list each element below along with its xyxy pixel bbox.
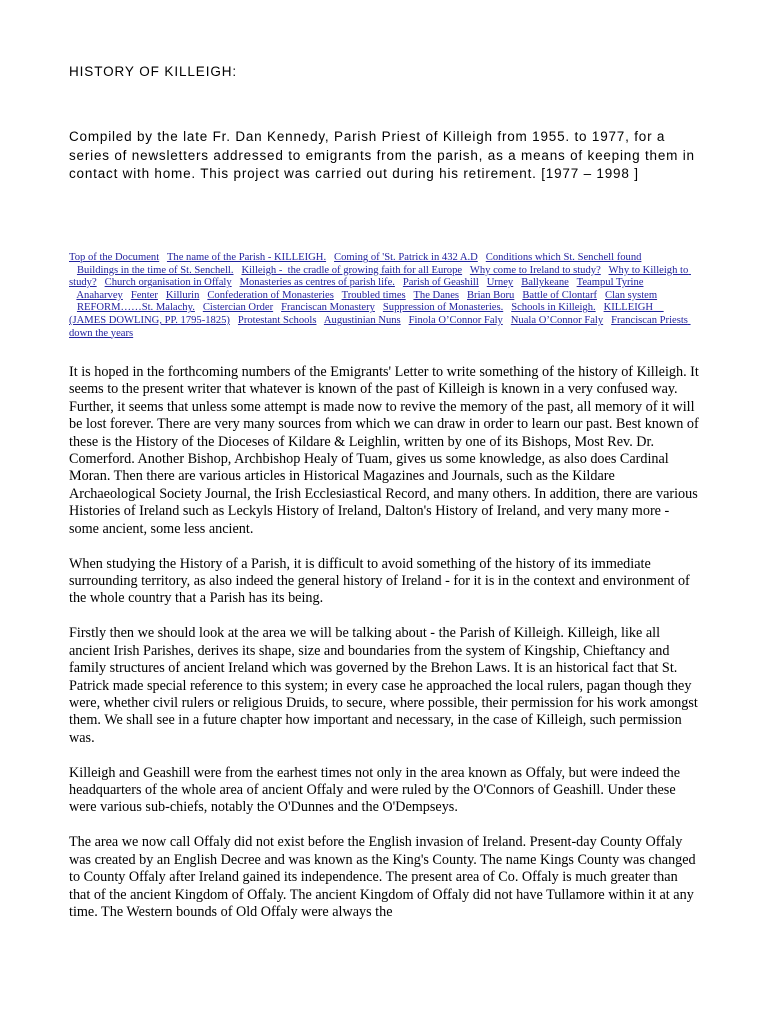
toc-separator — [597, 290, 605, 301]
toc-link[interactable]: Confederation of Monasteries — [207, 289, 334, 301]
toc-link[interactable]: Finola O’Connor Faly — [408, 314, 503, 326]
toc-link[interactable]: Why come to Ireland to study? — [469, 264, 601, 276]
toc-separator — [69, 302, 77, 313]
toc-separator — [69, 265, 77, 276]
toc-link[interactable]: The Danes — [413, 289, 460, 301]
intro-paragraph: Compiled by the late Fr. Dan Kennedy, Parish Priest of Killeigh from 1955. to 1977, for a series of newsletters addressed to emigrants from the parish, as a means of keeping them in contact with home. This project was carried out during his retirement. [1977 – 1998 ] — [69, 129, 695, 181]
toc-link[interactable]: Killeigh - the cradle of growing faith for all Europe — [241, 264, 463, 276]
toc-link[interactable]: Ballykeane — [521, 277, 569, 289]
toc-separator — [459, 290, 467, 301]
toc-link[interactable]: Suppression of Monasteries. — [382, 302, 504, 314]
toc-separator — [569, 277, 577, 288]
toc-separator — [159, 252, 167, 263]
body-paragraph: Killeigh and Geashill were from the earhest times not only in the area known as Offaly, but were indeed the headquarters of the whole area of ancient Offaly and were ruled by the O'Connors of Geashill. Under these were various sub-chiefs, notably the O'Dunnes and the O'Dempseys. — [69, 764, 681, 816]
toc-link[interactable]: Protestant Schools — [237, 314, 317, 326]
toc-link[interactable]: Troubled times — [341, 289, 406, 301]
toc-link[interactable]: Clan system — [605, 289, 658, 301]
toc-link[interactable]: Coming of 'St. Patrick in 432 A.D — [334, 252, 478, 263]
body-text — [69, 364, 699, 939]
toc-separator — [503, 315, 511, 326]
toc-link[interactable]: KILLEIGH (JAMES DOWLING, PP. 1795-1825) — [69, 302, 664, 326]
toc-separator — [596, 302, 604, 313]
toc-link[interactable]: Monasteries as centres of parish life. — [239, 277, 395, 289]
toc-link[interactable]: Why to Killeigh to study? — [69, 264, 691, 289]
toc-separator — [195, 302, 203, 313]
body-paragraph: Firstly then we should look at the area we will be talking about - the Parish of Killeigh. Killeigh, like all ancient Irish Parishes, derives its shape, size and boundaries from the system of Kingship, Chieftancy and family structures of ancient Ireland which was governed by the Brehon Laws. It is an historical fact that St. Patrick made special reference to this system; in every case he approached the local rulers, pagan though they were, whether civil rulers or religious Druids, to secure, where possible, their permission for his work amongst them. We shall see in a future chapter how important and necessary, in the case of Killeigh, such permission was. — [69, 625, 698, 746]
toc-separator — [603, 315, 611, 326]
toc-link[interactable]: Battle of Clontarf — [522, 289, 598, 301]
toc-separator — [97, 277, 105, 288]
toc-link[interactable]: Parish of Geashill — [402, 277, 479, 289]
toc-link[interactable]: Church organisation in Offaly — [104, 277, 232, 289]
document-title: HISTORY OF KILLEIGH: — [69, 64, 238, 79]
toc-link[interactable]: Fenter — [130, 289, 158, 301]
toc-link[interactable]: REFORM……St. Malachy. — [76, 302, 195, 314]
toc-separator — [478, 252, 486, 263]
toc-link[interactable]: The name of the Parish - KILLEIGH. — [166, 252, 327, 263]
toc-separator — [401, 315, 409, 326]
toc-separator — [230, 315, 238, 326]
toc-separator — [158, 290, 166, 301]
body-paragraph: The area we now call Offaly did not exist before the English invasion of Ireland. Present-day County Offaly was created by an English Decree and was known as the King's County. The name Kings County was changed to County Offaly after Ireland gained its independence. The present area of Co. Offaly is much greater than that of the ancient Kingdom of Offaly. The ancient Kingdom of Offaly did not have Tullamore within it at any time. The Western bounds of Old Offaly were always the — [69, 834, 696, 920]
toc-link[interactable]: Conditions which St. Senchell found — [485, 252, 642, 263]
toc-separator — [326, 252, 334, 263]
toc-link[interactable]: Killurin — [165, 289, 200, 301]
toc-link[interactable]: Cistercian Order — [202, 302, 274, 314]
toc-link[interactable]: Nuala O’Connor Faly — [510, 314, 604, 326]
toc-separator — [503, 302, 511, 313]
toc-separator — [462, 265, 470, 276]
toc-separator — [513, 277, 521, 288]
toc-separator — [334, 290, 342, 301]
toc-link[interactable]: Top of the Document — [69, 252, 160, 263]
toc-link[interactable]: Teampul Tyrine — [576, 277, 644, 289]
toc-separator — [232, 277, 240, 288]
toc-link[interactable]: Franciscan Monastery — [281, 302, 375, 314]
toc-link[interactable]: Brian Boru — [466, 289, 515, 301]
toc-separator — [395, 277, 403, 288]
toc-separator — [375, 302, 383, 313]
toc-link[interactable]: Anaharvey — [76, 289, 123, 301]
toc-link[interactable]: Schools in Killeigh. — [511, 302, 596, 314]
toc-separator — [123, 290, 131, 301]
toc-link[interactable]: Augustinian Nuns — [323, 314, 401, 326]
toc-link[interactable]: Franciscan Priests down the years — [69, 314, 691, 339]
toc-separator — [479, 277, 487, 288]
body-paragraph: When studying the History of a Parish, it is difficult to avoid something of the history of its immediate surrounding territory, as also indeed the general history of Ireland - for it is in the context and environment of the whole country that a Parish has its being. — [69, 555, 690, 607]
toc-link[interactable]: Buildings in the time of St. Senchell. — [76, 264, 234, 276]
body-paragraph: It is hoped in the forthcoming numbers of the Emigrants' Letter to write something of the history of Killeigh. It seems to the present writer that whatever is known of the past of Killeigh is known in a very confused way. Further, it seems that unless some attempt is made now to revive the memory of the past, all memory of it will be lost forever. There are very many sources from which we can draw in order to learn our past. Best known of these is the History of the Dioceses of Kildare & Leighlin, written by one of its Bishops, Most Rev. Dr. Comerford. Another Bishop, Archbishop Healy of Tuam, gives us some knowledge, as also does Cardinal Moran. Then there are various articles in Historical Magazines and Journals, such as the Kildare Archaeological Society Journal, the Irish Ecclesiastical Record, and many others. In addition, there are various Histories of Ireland such as Leckyls History of Ireland, Dalton's History of Ireland, and very many more - some ancient, some less ancient. — [69, 364, 699, 537]
toc-separator — [601, 265, 609, 276]
table-of-contents — [69, 252, 689, 340]
toc-separator — [273, 302, 281, 313]
toc-separator — [317, 315, 324, 326]
toc-link[interactable]: Urney — [486, 277, 514, 289]
